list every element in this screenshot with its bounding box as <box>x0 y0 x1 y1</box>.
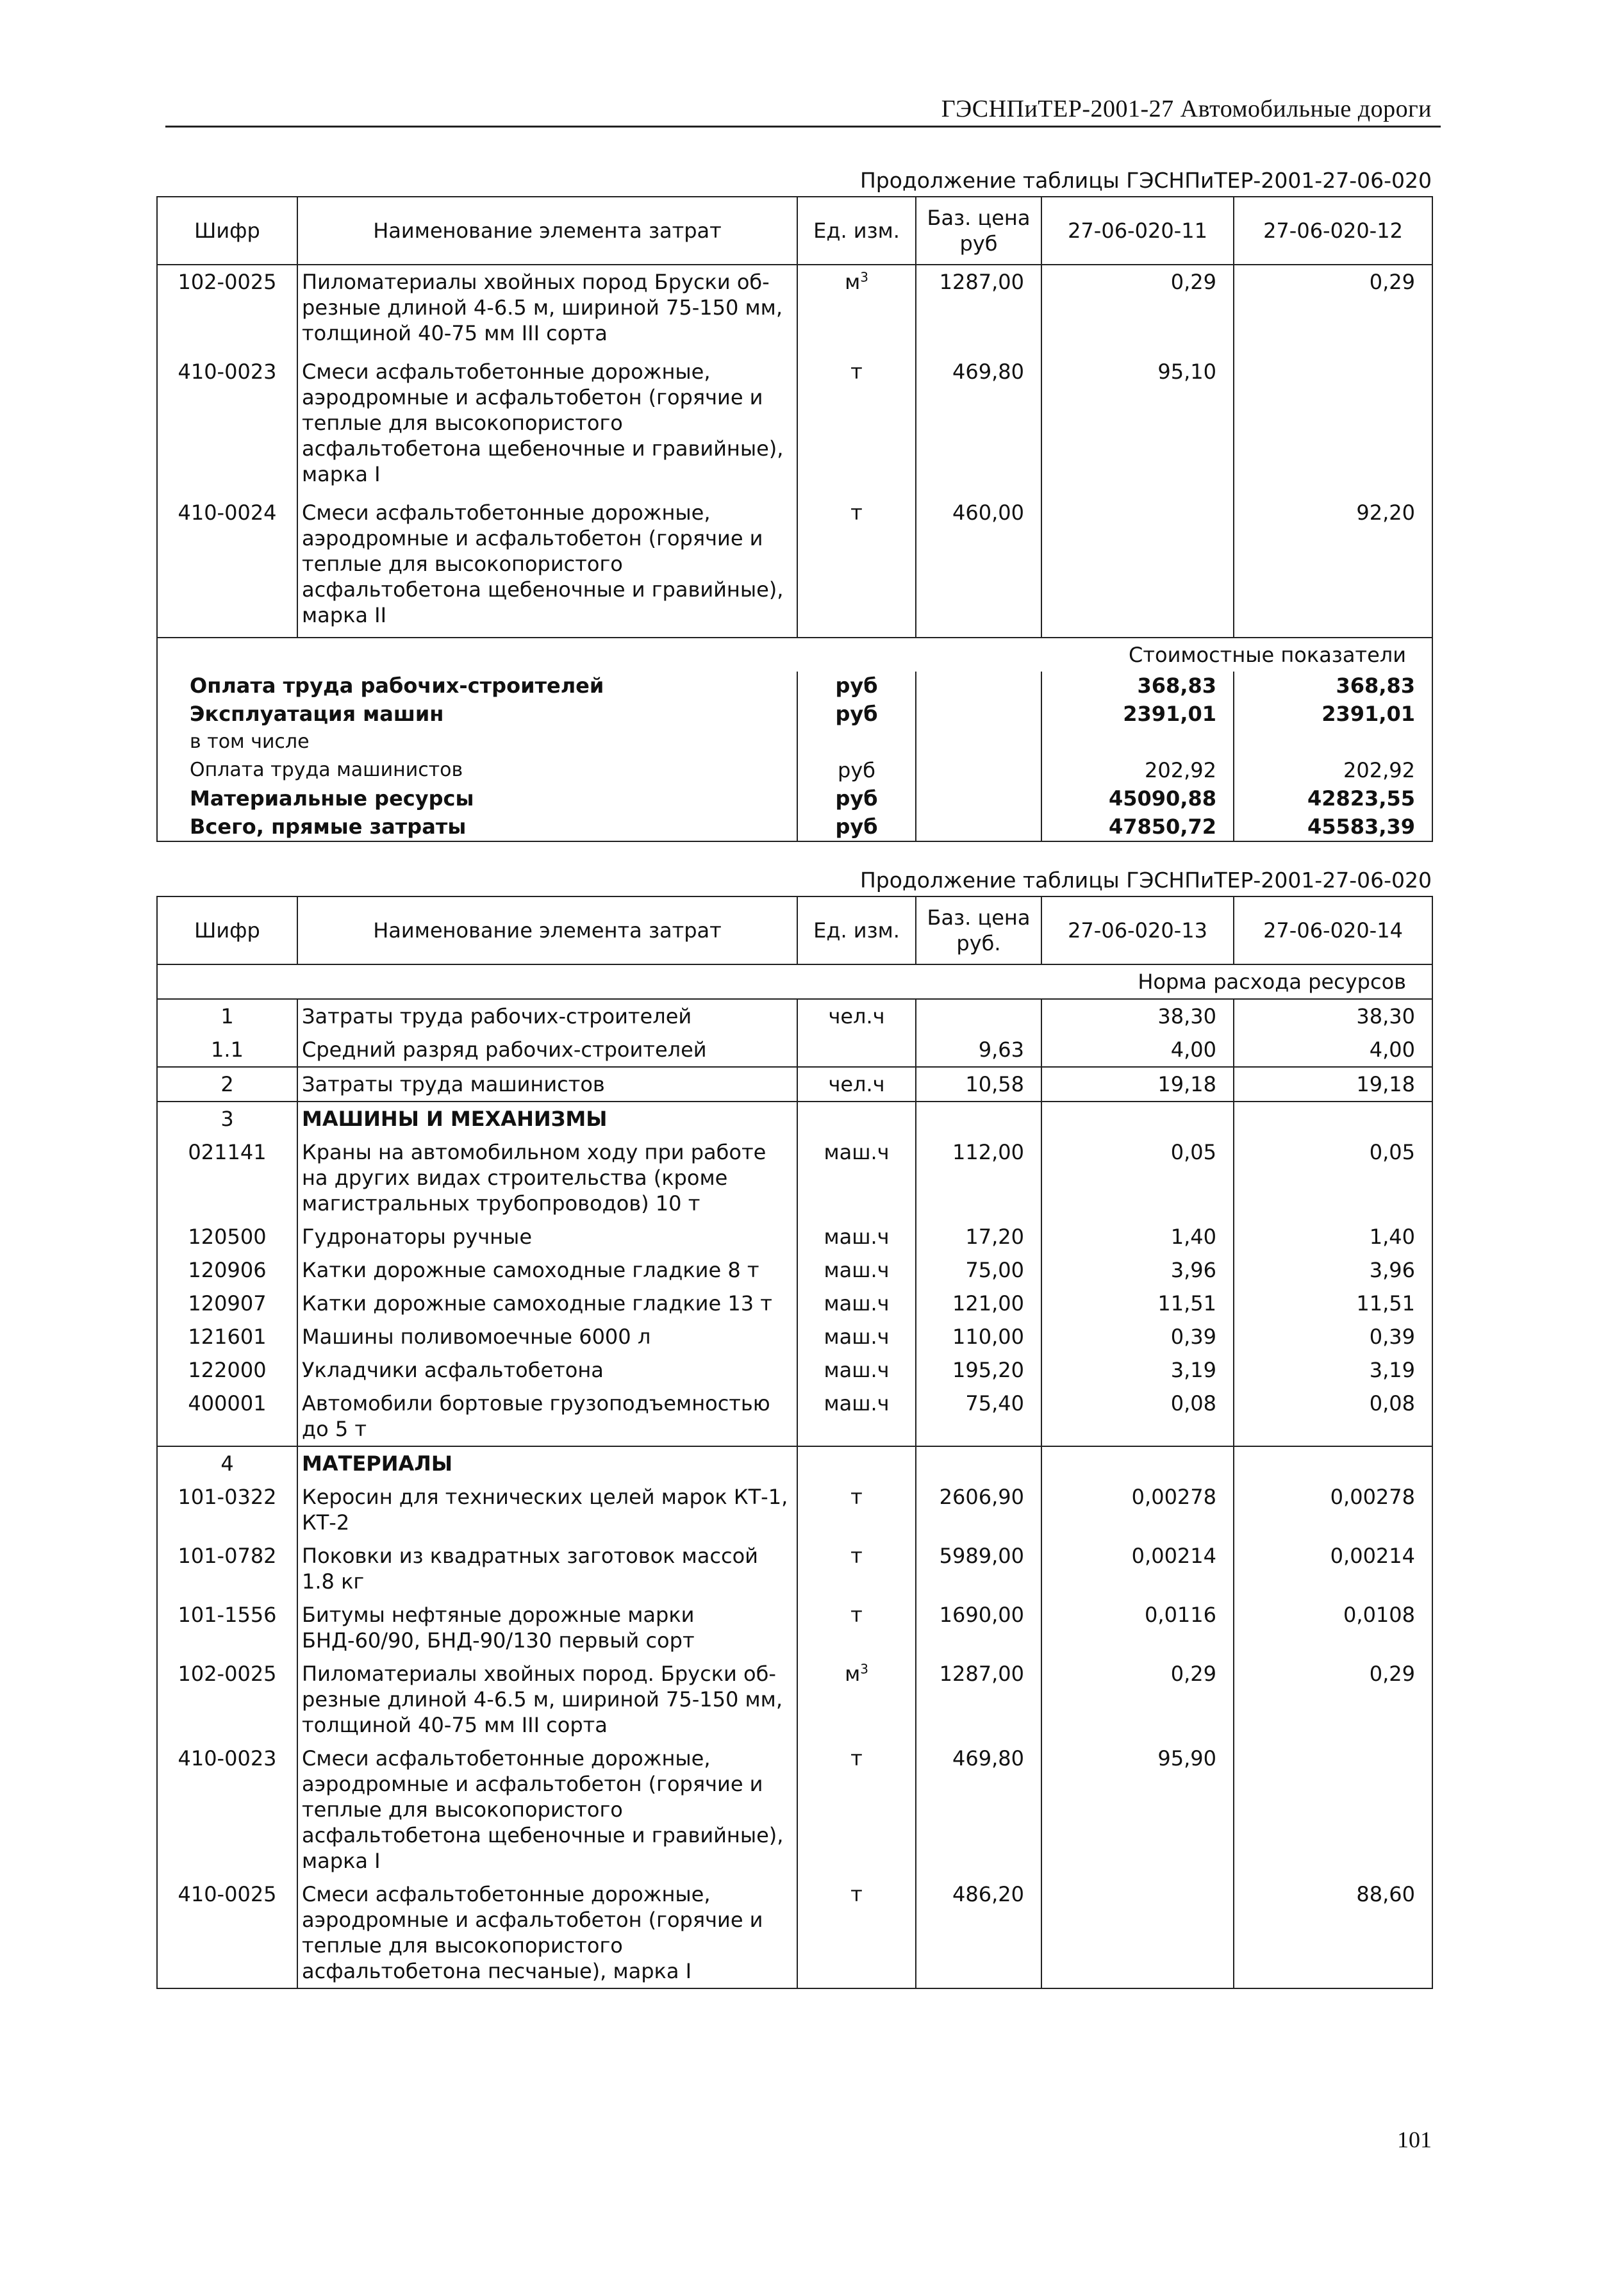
cell-code: 410-0023 <box>157 1742 297 1878</box>
cell-code: 410-0025 <box>157 1878 297 1988</box>
cell-name: Гудронаторы ручные <box>297 1220 797 1253</box>
cell-price: 460,00 <box>916 496 1041 638</box>
col-header-code: Шифр <box>157 896 297 964</box>
unit-text: т <box>850 1485 863 1509</box>
cell-price: 121,00 <box>916 1287 1041 1320</box>
col-header-name: Наименование элемента затрат <box>297 896 797 964</box>
cell-name: Катки дорожные самоходные гладкие 8 т <box>297 1253 797 1287</box>
table-row <box>157 1102 1432 1136</box>
cell-price: 17,20 <box>916 1220 1041 1253</box>
cell-unit <box>797 1067 916 1102</box>
cell-unit <box>797 1742 916 1878</box>
table-row <box>157 1253 1432 1287</box>
cell-value-1 <box>1041 1878 1234 1988</box>
unit-text: чел.ч <box>828 1072 885 1096</box>
cost-unit: руб <box>797 813 916 841</box>
cell-value-2: 1,40 <box>1234 1220 1432 1253</box>
norm-header <box>157 964 1432 999</box>
cell-name: Краны на автомобильном ходу при работе на других видах строительства (кроме магистральных трубопроводов) 10 т <box>297 1136 797 1220</box>
col-header-price: Баз. цена руб. <box>916 896 1041 964</box>
table-row <box>157 1657 1432 1742</box>
header-rule <box>165 126 1441 128</box>
cell-unit <box>797 1387 916 1446</box>
cost-name: Материальные ресурсы <box>157 784 797 813</box>
cell-value-1: 19,18 <box>1041 1067 1234 1102</box>
cell-name: Смеси асфальтобетонные дорожные, аэродромные и асфальтобетон (горячие и теплые для высокопористого асфальтобетона щебеночные и гравийные), марка I <box>297 1742 797 1878</box>
cell-value-1: 0,0116 <box>1041 1598 1234 1657</box>
cell-name: Затраты труда рабочих-строителей <box>297 999 797 1033</box>
cell-name: Смеси асфальтобетонные дорожные, аэродромные и асфальтобетон (горячие и теплые для высокопористого асфальтобетона щебеночные и гравийные), марка II <box>297 496 797 638</box>
col-header-v1: 27-06-020-11 <box>1041 197 1234 265</box>
cell-unit <box>797 1102 916 1136</box>
cell-code: 1.1 <box>157 1033 297 1067</box>
col-header-unit: Ед. изм. <box>797 197 916 265</box>
cell-value-2: 3,19 <box>1234 1353 1432 1387</box>
cell-value-1: 3,19 <box>1041 1353 1234 1387</box>
cell-value-2: 88,60 <box>1234 1878 1432 1988</box>
table-row <box>157 1742 1432 1878</box>
cost-row <box>157 700 1432 728</box>
cell-code: 122000 <box>157 1353 297 1387</box>
cost-value-1: 202,92 <box>1041 756 1234 784</box>
cell-name: Смеси асфальтобетонные дорожные, аэродромные и асфальтобетон (горячие и теплые для высокопористого асфальтобетона щебеночные и гравийные), марка I <box>297 355 797 496</box>
cell-code: 120906 <box>157 1253 297 1287</box>
cell-price: 9,63 <box>916 1033 1041 1067</box>
cost-row <box>157 672 1432 700</box>
cell-value-1: 0,29 <box>1041 1657 1234 1742</box>
cost-value-1: 47850,72 <box>1041 813 1234 841</box>
table-row <box>157 1220 1432 1253</box>
table-row <box>157 1387 1432 1446</box>
cell-code: 102-0025 <box>157 265 297 355</box>
cell-value-1 <box>1041 496 1234 638</box>
cell-value-2 <box>1234 1102 1432 1136</box>
cell-unit <box>797 1033 916 1067</box>
table1-header-row <box>157 197 1432 265</box>
unit-text: маш.ч <box>824 1258 890 1282</box>
unit-text: маш.ч <box>824 1325 890 1349</box>
unit-text: маш.ч <box>824 1291 890 1316</box>
cell-unit <box>797 1220 916 1253</box>
cell-value-1: 3,96 <box>1041 1253 1234 1287</box>
cell-unit <box>797 1878 916 1988</box>
cost-row <box>157 756 1432 784</box>
unit-text: чел.ч <box>828 1004 885 1028</box>
table2 <box>156 896 1433 1989</box>
cell-name: Керосин для технических целей марок КТ-1, КТ-2 <box>297 1480 797 1539</box>
cell-price: 112,00 <box>916 1136 1041 1220</box>
cost-value-1: 2391,01 <box>1041 700 1234 728</box>
cell-name: Средний разряд рабочих-строителей <box>297 1033 797 1067</box>
page-number: 101 <box>1397 2127 1432 2152</box>
cell-name: Смеси асфальтобетонные дорожные, аэродромные и асфальтобетон (горячие и теплые для высокопористого асфальтобетона песчаные), марка I <box>297 1878 797 1988</box>
cell-unit <box>797 1253 916 1287</box>
cell-price: 486,20 <box>916 1878 1041 1988</box>
norm-header-label: Норма расхода ресурсов <box>157 964 1432 999</box>
cell-value-1: 0,08 <box>1041 1387 1234 1446</box>
cost-row <box>157 728 1432 756</box>
cell-value-1 <box>1041 1102 1234 1136</box>
table-row <box>157 1320 1432 1353</box>
cell-name: Машины поливомоечные 6000 л <box>297 1320 797 1353</box>
cost-value-1: 368,83 <box>1041 672 1234 700</box>
cell-unit <box>797 1320 916 1353</box>
table-row <box>157 1033 1432 1067</box>
table-row <box>157 1136 1432 1220</box>
unit-text: т <box>850 500 863 525</box>
cell-code: 410-0023 <box>157 355 297 496</box>
table-row <box>157 1480 1432 1539</box>
cell-price: 110,00 <box>916 1320 1041 1353</box>
unit-text: т <box>850 1746 863 1771</box>
cell-price <box>916 999 1041 1033</box>
unit-text: маш.ч <box>824 1225 890 1249</box>
cell-value-1 <box>1041 1446 1234 1480</box>
cell-code: 4 <box>157 1446 297 1480</box>
cell-price: 5989,00 <box>916 1539 1041 1598</box>
table-row <box>157 1353 1432 1387</box>
cell-value-2: 4,00 <box>1234 1033 1432 1067</box>
cell-unit <box>797 1657 916 1742</box>
col-header-v1: 27-06-020-13 <box>1041 896 1234 964</box>
col-header-v2: 27-06-020-14 <box>1234 896 1432 964</box>
cell-unit <box>797 496 916 638</box>
table-row <box>157 1598 1432 1657</box>
cost-name: Эксплуатация машин <box>157 700 797 728</box>
table-row <box>157 1287 1432 1320</box>
cell-price: 75,40 <box>916 1387 1041 1446</box>
cell-unit <box>797 265 916 355</box>
cell-code: 101-1556 <box>157 1598 297 1657</box>
cost-price-empty <box>916 756 1041 784</box>
cell-value-2: 0,29 <box>1234 265 1432 355</box>
cell-value-1: 0,00214 <box>1041 1539 1234 1598</box>
table1 <box>156 196 1433 842</box>
cell-code: 101-0322 <box>157 1480 297 1539</box>
cell-unit <box>797 1446 916 1480</box>
cell-unit <box>797 1136 916 1220</box>
table1-caption: Продолжение таблицы ГЭСНПиТЕР-2001-27-06-020 <box>859 168 1432 193</box>
cell-unit <box>797 999 916 1033</box>
cell-value-1: 95,10 <box>1041 355 1234 496</box>
cell-code: 120500 <box>157 1220 297 1253</box>
cost-value-1: 45090,88 <box>1041 784 1234 813</box>
cell-value-2 <box>1234 355 1432 496</box>
cost-header <box>157 638 1432 672</box>
cost-unit: руб <box>797 672 916 700</box>
cell-value-2: 38,30 <box>1234 999 1432 1033</box>
cell-price <box>916 1446 1041 1480</box>
cell-unit <box>797 1598 916 1657</box>
cell-value-2: 0,05 <box>1234 1136 1432 1220</box>
cost-name: Оплата труда рабочих-строителей <box>157 672 797 700</box>
unit-text: т <box>850 359 863 384</box>
unit-text: $м^3$ <box>845 269 868 294</box>
unit-text: маш.ч <box>824 1140 890 1164</box>
cost-value-2: 2391,01 <box>1234 700 1432 728</box>
unit-text: т <box>850 1603 863 1627</box>
cell-price: 469,80 <box>916 1742 1041 1878</box>
cost-value-2: 202,92 <box>1234 756 1432 784</box>
unit-text: т <box>850 1882 863 1906</box>
cell-price: 1287,00 <box>916 1657 1041 1742</box>
table-row <box>157 1539 1432 1598</box>
cell-value-2: 0,00278 <box>1234 1480 1432 1539</box>
cost-name: в том числе <box>157 728 797 756</box>
col-header-name: Наименование элемента затрат <box>297 197 797 265</box>
cell-value-2: 0,39 <box>1234 1320 1432 1353</box>
cell-value-1: 95,90 <box>1041 1742 1234 1878</box>
cost-unit: руб <box>797 700 916 728</box>
cell-name: Пиломатериалы хвойных пород Бруски об-резные длиной 4-6.5 м, шириной 75-150 мм, толщиной 40-75 мм III сорта <box>297 265 797 355</box>
cell-code: 400001 <box>157 1387 297 1446</box>
cell-price <box>916 1102 1041 1136</box>
table-row <box>157 999 1432 1033</box>
cost-name: Всего, прямые затраты <box>157 813 797 841</box>
cell-value-1: 0,29 <box>1041 265 1234 355</box>
table-row <box>157 1067 1432 1102</box>
cost-row <box>157 813 1432 841</box>
cell-value-1: 4,00 <box>1041 1033 1234 1067</box>
cell-code: 101-0782 <box>157 1539 297 1598</box>
col-header-unit: Ед. изм. <box>797 896 916 964</box>
cell-value-1: 0,39 <box>1041 1320 1234 1353</box>
cell-price: 1690,00 <box>916 1598 1041 1657</box>
cell-code: 021141 <box>157 1136 297 1220</box>
table-row <box>157 1446 1432 1480</box>
cell-code: 1 <box>157 999 297 1033</box>
cost-unit: руб <box>797 756 916 784</box>
cell-name: Затраты труда машинистов <box>297 1067 797 1102</box>
cost-unit <box>797 728 916 756</box>
cell-name: МАШИНЫ И МЕХАНИЗМЫ <box>297 1102 797 1136</box>
cell-code: 120907 <box>157 1287 297 1320</box>
cost-value-2: 42823,55 <box>1234 784 1432 813</box>
cell-value-2 <box>1234 1446 1432 1480</box>
cost-price-empty <box>916 728 1041 756</box>
cell-code: 121601 <box>157 1320 297 1353</box>
cell-name: Автомобили бортовые грузоподъемностью до 5 т <box>297 1387 797 1446</box>
cell-value-1: 1,40 <box>1041 1220 1234 1253</box>
cell-value-1: 0,05 <box>1041 1136 1234 1220</box>
cell-price: 469,80 <box>916 355 1041 496</box>
cost-header-label: Стоимостные показатели <box>157 638 1432 672</box>
unit-text: т <box>850 1544 863 1568</box>
cell-name: Поковки из квадратных заготовок массой 1.8 кг <box>297 1539 797 1598</box>
cost-price-empty <box>916 700 1041 728</box>
cost-value-1 <box>1041 728 1234 756</box>
cell-unit <box>797 1287 916 1320</box>
cell-name: Укладчики асфальтобетона <box>297 1353 797 1387</box>
table-row <box>157 496 1432 638</box>
cell-code: 410-0024 <box>157 496 297 638</box>
cost-price-empty <box>916 784 1041 813</box>
col-header-code: Шифр <box>157 197 297 265</box>
cell-unit <box>797 1539 916 1598</box>
cell-unit <box>797 1480 916 1539</box>
cell-price: 2606,90 <box>916 1480 1041 1539</box>
cell-value-1: 0,00278 <box>1041 1480 1234 1539</box>
cell-name: Катки дорожные самоходные гладкие 13 т <box>297 1287 797 1320</box>
cell-value-2: 0,0108 <box>1234 1598 1432 1657</box>
cell-value-2 <box>1234 1742 1432 1878</box>
cell-unit <box>797 1353 916 1387</box>
cost-unit: руб <box>797 784 916 813</box>
col-header-v2: 27-06-020-12 <box>1234 197 1432 265</box>
cost-value-2: 368,83 <box>1234 672 1432 700</box>
cell-code: 102-0025 <box>157 1657 297 1742</box>
cost-value-2 <box>1234 728 1432 756</box>
table-row <box>157 265 1432 355</box>
cell-price: 195,20 <box>916 1353 1041 1387</box>
cell-name: Пиломатериалы хвойных пород. Бруски об-резные длиной 4-6.5 м, шириной 75-150 мм, толщиной 40-75 мм III сорта <box>297 1657 797 1742</box>
unit-text: $м^3$ <box>845 1661 868 1686</box>
table2-header-row <box>157 896 1432 964</box>
cell-price: 1287,00 <box>916 265 1041 355</box>
cost-price-empty <box>916 813 1041 841</box>
table-row <box>157 1878 1432 1988</box>
running-header: ГЭСНПиТЕР-2001-27 Автомобильные дороги <box>941 95 1432 122</box>
unit-text: маш.ч <box>824 1358 890 1382</box>
cell-code: 2 <box>157 1067 297 1102</box>
cost-price-empty <box>916 672 1041 700</box>
table-row <box>157 355 1432 496</box>
table2-caption: Продолжение таблицы ГЭСНПиТЕР-2001-27-06-020 <box>859 868 1432 893</box>
cell-value-2: 19,18 <box>1234 1067 1432 1102</box>
unit-text: маш.ч <box>824 1391 890 1416</box>
col-header-price: Баз. цена руб <box>916 197 1041 265</box>
cell-value-2: 11,51 <box>1234 1287 1432 1320</box>
cell-value-1: 38,30 <box>1041 999 1234 1033</box>
cell-value-2: 3,96 <box>1234 1253 1432 1287</box>
cost-row <box>157 784 1432 813</box>
cell-name: МАТЕРИАЛЫ <box>297 1446 797 1480</box>
cost-value-2: 45583,39 <box>1234 813 1432 841</box>
cost-name: Оплата труда машинистов <box>157 756 797 784</box>
cell-unit <box>797 355 916 496</box>
cell-value-2: 0,29 <box>1234 1657 1432 1742</box>
cell-value-2: 0,08 <box>1234 1387 1432 1446</box>
cell-value-1: 11,51 <box>1041 1287 1234 1320</box>
cell-price: 75,00 <box>916 1253 1041 1287</box>
cell-code: 3 <box>157 1102 297 1136</box>
cell-value-2: 92,20 <box>1234 496 1432 638</box>
cell-name: Битумы нефтяные дорожные марки БНД-60/90, БНД-90/130 первый сорт <box>297 1598 797 1657</box>
cell-value-2: 0,00214 <box>1234 1539 1432 1598</box>
cell-price: 10,58 <box>916 1067 1041 1102</box>
